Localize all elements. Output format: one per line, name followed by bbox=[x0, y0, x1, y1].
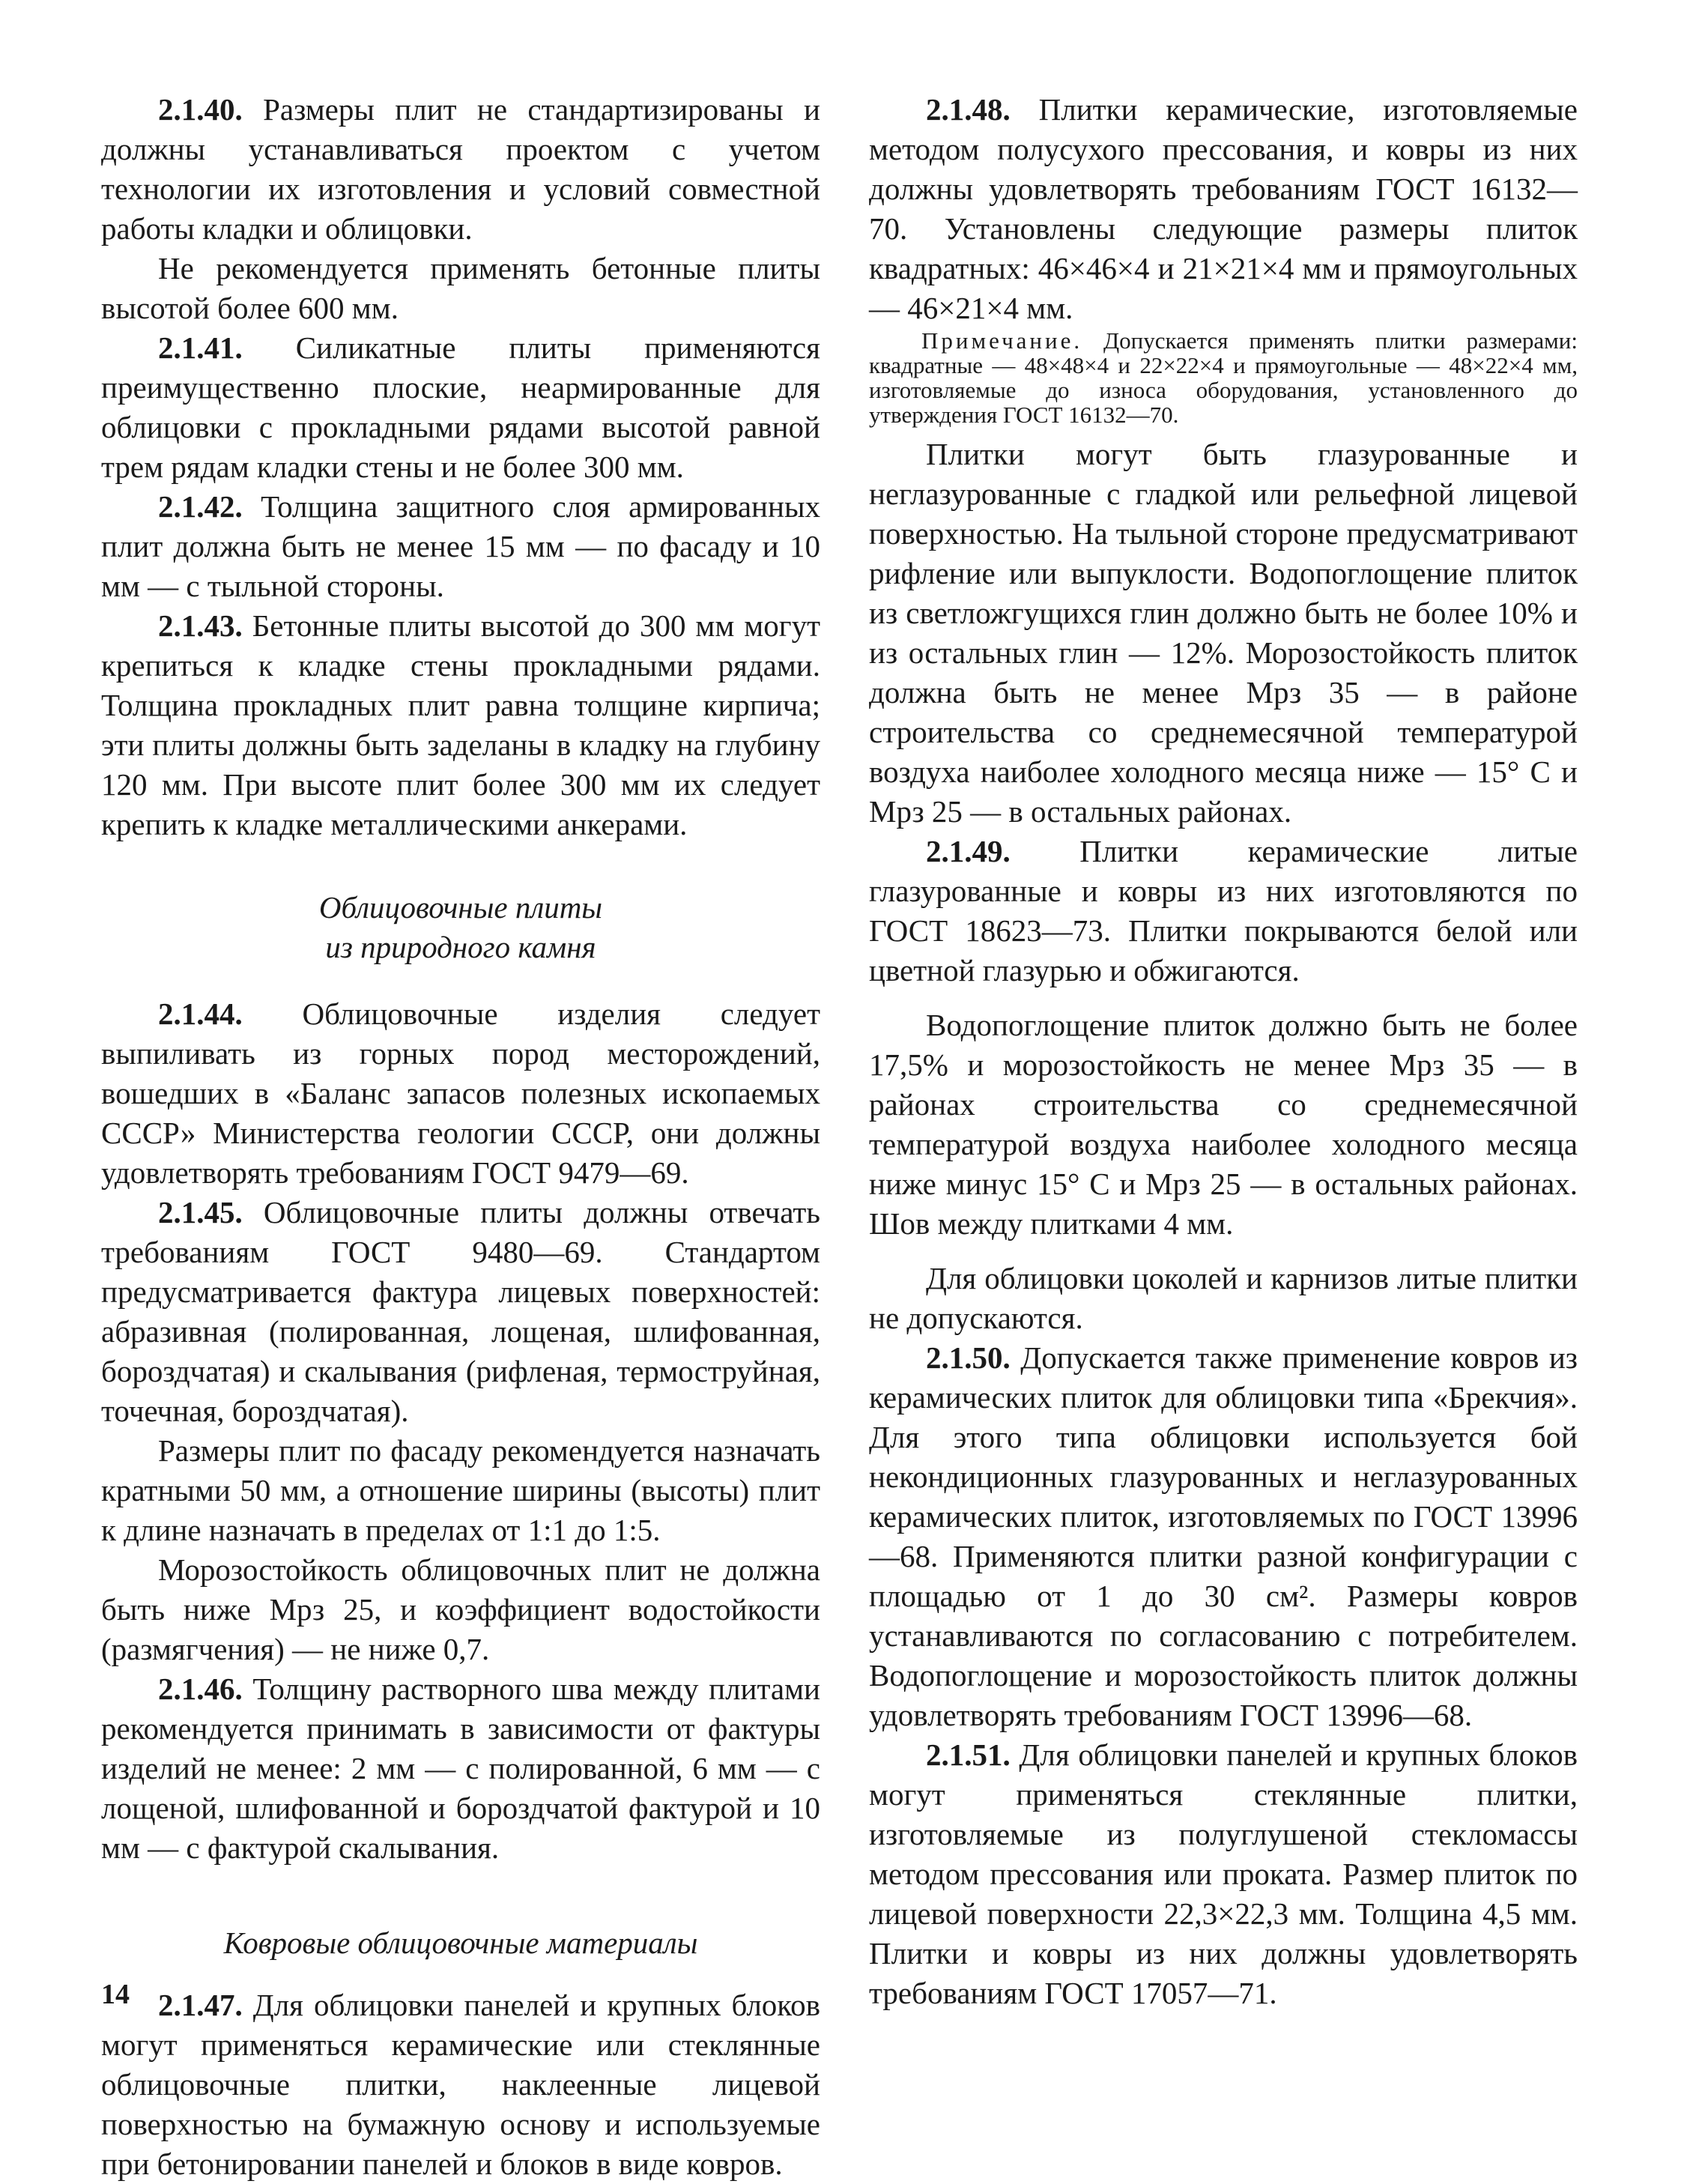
clause-text: Размеры плит не стандартизированы и должны устанавливаться проектом с учетом технологии их изготовления и условий совместной работы кладки и облицовки. bbox=[101, 92, 820, 246]
paragraph-2-1-44 bbox=[101, 994, 820, 1193]
paragraph-2-1-48-glaze: Плитки могут быть глазурованные и неглазурованные с гладкой или рельефной лицевой поверхностью. На тыльной стороне предусматривают рифление или выпуклости. Водопоглощение плиток из светложгущихся глин должно быть не более 10% и из остальных глин — 12%. Морозостойкость плиток должна быть не менее Мрз 35 — в районе строительства со среднемесячной температурой воздуха наиболее холодного месяца ниже — 15° С и Мрз 25 — в остальных районах. bbox=[869, 437, 1578, 829]
paragraph-2-1-47 bbox=[101, 1985, 820, 2184]
note-text: Допускается применять плитки размерами: квадратные — 48×48×4 и 22×22×4 и прямоугольные — 48×22×4 мм, изготовляемые до износа оборудования, установленного до утверждения ГОСТ 16132—70. bbox=[869, 327, 1578, 428]
clause-number: 2.1.43. bbox=[158, 608, 243, 643]
paragraph-2-1-45-sizes: Размеры плит по фасаду рекомендуется назначать кратными 50 мм, а отношение ширины (высоты) плит к длине назначать в пределах от 1:1 до 1:5. bbox=[101, 1433, 820, 1547]
paragraph-2-1-49-water: Водопоглощение плиток должно быть не более 17,5% и морозостойкость не менее Мрз 35 — в районах строительства со среднемесячной температурой воздуха наиболее холодного месяца ниже минус 15° С и Мрз 25 — в остальных районах. Шов между плитками 4 мм. bbox=[869, 1008, 1578, 1241]
clause-number: 2.1.49. bbox=[926, 834, 1011, 868]
paragraph-2-1-51 bbox=[869, 1735, 1578, 2013]
paragraph-2-1-49-restriction: Для облицовки цоколей и карнизов литые плитки не допускаются. bbox=[869, 1261, 1578, 1335]
paragraph-2-1-45 bbox=[101, 1193, 820, 1431]
clause-text: Облицовочные изделия следует выпиливать из горных пород месторождений, вошедших в «Баланс запасов полезных ископаемых СССР» Министерства геологии СССР, они должны удовлетворять требованиям ГОСТ 9479—69. bbox=[101, 996, 820, 1190]
clause-text: Бетонные плиты высотой до 300 мм могут крепиться к кладке стены прокладными рядами. Толщина прокладных плит равна толщине кирпича; эти плиты должны быть заделаны в кладку на глубину 120 мм. При высоте плит более 300 мм их следует крепить к кладке металлическими анкерами. bbox=[101, 608, 820, 841]
clause-number: 2.1.50. bbox=[926, 1340, 1011, 1375]
note bbox=[869, 328, 1578, 427]
paragraph-2-1-46 bbox=[101, 1669, 820, 1868]
heading-line-1: Облицовочные плиты bbox=[318, 890, 603, 925]
section-heading-natural-stone bbox=[101, 888, 820, 967]
clause-text: Толщина защитного слоя армированных плит должна быть не менее 15 мм — по фасаду и 10 мм — с тыльной стороны. bbox=[101, 489, 820, 603]
clause-text: Для облицовки панелей и крупных блоков могут применяться керамические или стеклянные облицовочные плитки, наклеенные лицевой поверхностью на бумажную основу и используемые при бетонировании панелей и блоков в виде ковров. bbox=[101, 1988, 820, 2181]
clause-text: Плитки керамические, изготовляемые методом полусухого прессования, и ковры из них должны удовлетворять требованиям ГОСТ 16132—70. Установлены следующие размеры плиток квадратных: 46×46×4 и 21×21×4 мм и прямоугольных — 46×21×4 мм. bbox=[869, 92, 1578, 325]
left-column bbox=[101, 90, 820, 2184]
heading-line-2: из природного камня bbox=[325, 930, 596, 964]
page-number: 14 bbox=[101, 1979, 130, 2010]
clause-number: 2.1.42. bbox=[158, 489, 243, 524]
clause-text: Для облицовки панелей и крупных блоков могут применяться стеклянные плитки, изготовляемые из полуглушеной стекломассы методом прессования или проката. Размер плиток по лицевой поверхности 22,3×22,3 мм. Толщина 4,5 мм. Плитки и ковры из них должны удовлетворять требованиям ГОСТ 17057—71. bbox=[869, 1737, 1578, 2010]
note-label: Примечание. bbox=[921, 327, 1083, 354]
paragraph-2-1-45-frost: Морозостойкость облицовочных плит не должна быть ниже Мрз 25, и коэффициент водостойкости (размягчения) — не ниже 0,7. bbox=[101, 1552, 820, 1666]
paragraph-2-1-40 bbox=[101, 90, 820, 249]
paragraph-2-1-48 bbox=[869, 90, 1578, 328]
clause-text: Плитки керамические литые глазурованные и ковры из них изготовляются по ГОСТ 18623—73. Плитки покрываются белой или цветной глазурью и обжигаются. bbox=[869, 834, 1578, 987]
paragraph-2-1-43 bbox=[101, 606, 820, 844]
clause-number: 2.1.40. bbox=[158, 92, 243, 127]
clause-number: 2.1.44. bbox=[158, 996, 243, 1031]
paragraph-2-1-42 bbox=[101, 487, 820, 606]
clause-number: 2.1.47. bbox=[158, 1988, 243, 2022]
clause-number: 2.1.48. bbox=[926, 92, 1011, 127]
paragraph-2-1-41 bbox=[101, 328, 820, 487]
clause-text: Облицовочные плиты должны отвечать требованиям ГОСТ 9480—69. Стандартом предусматривается фактура лицевых поверхностей: абразивная (полированная, лощеная, шлифованная, бороздчатая) и скалывания (рифленая, термоструйная, точечная, бороздчатая). bbox=[101, 1195, 820, 1428]
paragraph-2-1-40-cont: Не рекомендуется применять бетонные плиты высотой более 600 мм. bbox=[101, 251, 820, 325]
clause-text: Допускается также применение ковров из керамических плиток для облицовки типа «Брекчия». Для этого типа облицовки используется бой некондиционных глазурованных и неглазурованных керамических плиток, изготовляемых по ГОСТ 13996—68. Применяются плитки разной конфигурации с площадью от 1 до 30 см². Размеры ковров устанавливаются по согласованию с потребителем. Водопоглощение и морозостойкость плиток должны удовлетворять требованиям ГОСТ 13996—68. bbox=[869, 1340, 1578, 1732]
clause-text: Толщину растворного шва между плитами рекомендуется принимать в зависимости от фактуры изделий не менее: 2 мм — с полированной, 6 мм — с лощеной, шлифованной и бороздчатой фактурой и 10 мм — с фактурой скалывания. bbox=[101, 1672, 820, 1865]
right-column bbox=[869, 90, 1578, 2013]
section-heading-carpet-materials: Ковровые облицовочные материалы bbox=[223, 1926, 698, 1960]
paragraph-2-1-50 bbox=[869, 1338, 1578, 1735]
clause-number: 2.1.46. bbox=[158, 1672, 243, 1706]
paragraph-2-1-49 bbox=[869, 832, 1578, 990]
clause-number: 2.1.51. bbox=[926, 1737, 1011, 1772]
clause-number: 2.1.45. bbox=[158, 1195, 243, 1229]
clause-number: 2.1.41. bbox=[158, 330, 243, 365]
clause-text: Силикатные плиты применяются преимущественно плоские, неармированные для облицовки с прокладными рядами высотой равной трем рядам кладки стены и не более 300 мм. bbox=[101, 330, 820, 484]
